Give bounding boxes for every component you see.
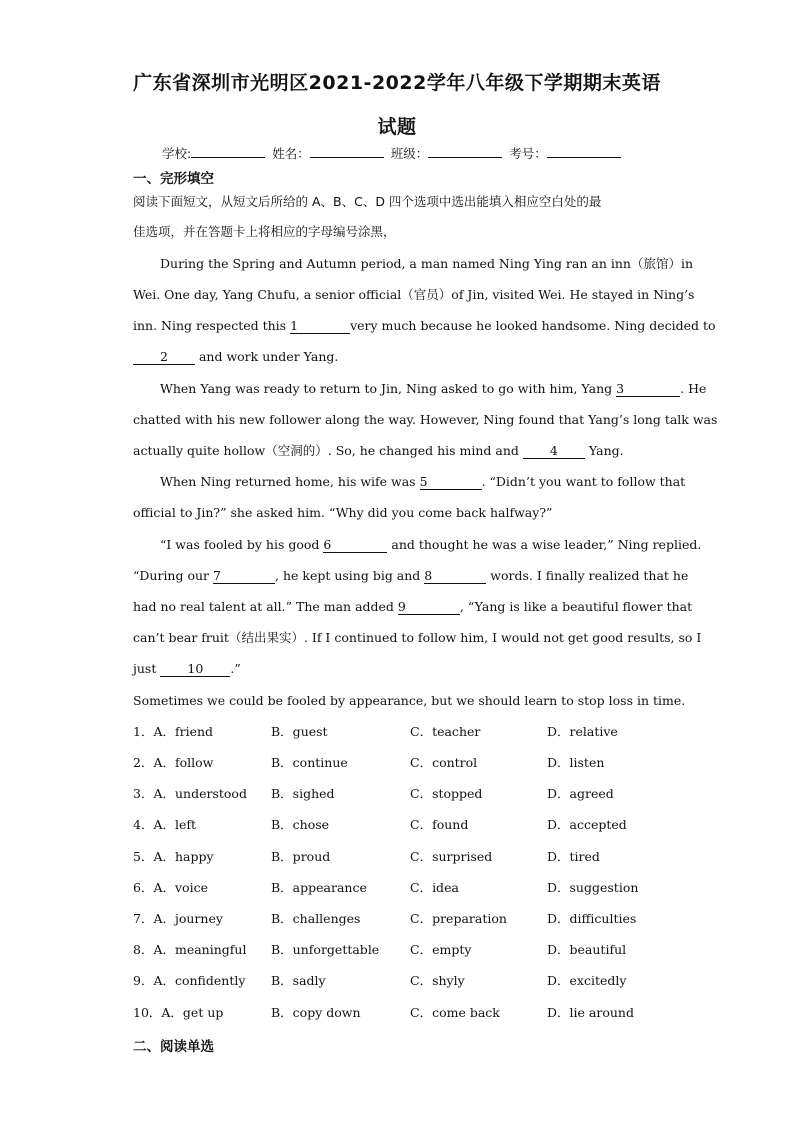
option-b: B．challenges: [271, 911, 361, 926]
blank-2: 2: [133, 350, 195, 365]
option-a: 9．A．confidently: [133, 973, 246, 988]
option-row-3: [133, 786, 693, 802]
option-b: B．appearance: [271, 880, 367, 895]
option-a: 2．A．follow: [133, 755, 214, 770]
name-blank: [310, 145, 384, 158]
option-d: D．suggestion: [547, 880, 639, 895]
student-info-row: [162, 144, 624, 162]
section-heading-reading: 二、阅读单选: [133, 1039, 214, 1055]
blank-6: 6: [323, 538, 387, 553]
option-b: B．unforgettable: [271, 942, 380, 957]
option-a: 6．A．voice: [133, 880, 208, 895]
option-c: C．stopped: [410, 786, 483, 801]
option-d: D．relative: [547, 724, 618, 739]
option-a: 5．A．happy: [133, 849, 214, 864]
option-row-7: [133, 911, 693, 927]
option-a: 10．A．get up: [133, 1005, 224, 1020]
exam-no-label: 考号：: [509, 146, 547, 161]
option-b: B．sadly: [271, 973, 326, 988]
blank-8: 8: [424, 569, 486, 584]
passage-line: “During our 7 , he kept using big and 8 words. I finally realized that he: [133, 568, 689, 583]
option-b: B．chose: [271, 817, 330, 832]
instruction-line: 佳选项，并在答题卡上将相应的字母编号涂黑，: [133, 224, 396, 239]
option-row-1: [133, 724, 693, 740]
option-a: 8．A．meaningful: [133, 942, 247, 957]
option-a: 4．A．left: [133, 817, 197, 832]
option-a: 3．A．understood: [133, 786, 247, 801]
passage-line: When Yang was ready to return to Jin, Ning asked to go with him, Yang 3 . He: [160, 381, 707, 396]
option-c: C．empty: [410, 942, 472, 957]
passage-line: actually quite hollow（空洞的）. So, he changed his mind and 4 Yang.: [133, 443, 624, 458]
class-label: 班级：: [390, 146, 429, 161]
school-label: 学校:: [162, 146, 192, 161]
option-row-8: [133, 942, 693, 958]
option-b: B．guest: [271, 724, 328, 739]
exam-no-blank: [547, 145, 621, 158]
blank-3: 3: [616, 382, 680, 397]
passage-line: “I was fooled by his good 6 and thought he was a wise leader,” Ning replied.: [160, 537, 702, 552]
option-row-6: [133, 880, 693, 896]
passage-moral: Sometimes we could be fooled by appearance, but we should learn to stop loss in time.: [133, 693, 686, 708]
passage-line: chatted with his new follower along the way. However, Ning found that Yang’s long talk was: [133, 412, 718, 427]
option-c: C．come back: [410, 1005, 500, 1020]
school-blank: [191, 145, 265, 158]
option-row-5: [133, 849, 693, 865]
instruction-line: 阅读下面短文，从短文后所给的 A、B、C、D 四个选项中选出能填入相应空白处的最: [133, 194, 602, 209]
passage-line: 2 and work under Yang.: [133, 349, 661, 365]
option-d: D．beautiful: [547, 942, 627, 957]
passage-line: During the Spring and Autumn period, a man named Ning Ying ran an inn（旅馆）in: [160, 256, 694, 271]
passage-line: can’t bear fruit（结出果实）. If I continued to follow him, I would not get good results, so I: [133, 630, 702, 645]
option-b: B．continue: [271, 755, 348, 770]
passage-line: had no real talent at all.” The man added 9 , “Yang is like a beautiful flower that: [133, 599, 693, 614]
option-b: B．sighed: [271, 786, 335, 801]
option-b: B．copy down: [271, 1005, 361, 1020]
page-title-line2: 试题: [377, 116, 417, 138]
page-title: 广东省深圳市光明区2021-2022学年八年级下学期期末英语: [133, 72, 661, 94]
option-d: D．excitedly: [547, 973, 627, 988]
passage-line: inn. Ning respected this 1 very much because he looked handsome. Ning decided to: [133, 318, 716, 333]
option-row-2: [133, 755, 693, 771]
blank-10: 10: [160, 662, 230, 677]
passage-line: official to Jin?” she asked him. “Why did you come back halfway?”: [133, 505, 553, 520]
blank-1: 1: [290, 319, 350, 334]
option-a: 7．A．journey: [133, 911, 223, 926]
passage-line: Wei. One day, Yang Chufu, a senior official（官员）of Jin, visited Wei. He stayed in Ning’s: [133, 287, 695, 302]
blank-5: 5: [420, 475, 482, 490]
blank-9: 9: [398, 600, 460, 615]
blank-7: 7: [213, 569, 275, 584]
option-a: 1．A．friend: [133, 724, 214, 739]
name-label: 姓名：: [272, 146, 310, 161]
option-row-4: [133, 817, 693, 833]
option-c: C．control: [410, 755, 478, 770]
blank-4: 4: [523, 444, 585, 459]
option-d: D．lie around: [547, 1005, 634, 1020]
option-d: D．difficulties: [547, 911, 637, 926]
option-row-10: [133, 1005, 693, 1021]
option-d: D．accepted: [547, 817, 627, 832]
option-b: B．proud: [271, 849, 331, 864]
section-heading-cloze: 一、完形填空: [133, 171, 214, 187]
passage-line: When Ning returned home, his wife was 5 . “Didn’t you want to follow that: [160, 474, 686, 489]
passage-line: just 10 .”: [133, 661, 241, 676]
option-c: C．teacher: [410, 724, 481, 739]
option-d: D．listen: [547, 755, 605, 770]
option-d: D．agreed: [547, 786, 614, 801]
option-d: D．tired: [547, 849, 600, 864]
class-blank: [428, 145, 502, 158]
option-c: C．surprised: [410, 849, 493, 864]
option-c: C．preparation: [410, 911, 507, 926]
option-c: C．found: [410, 817, 469, 832]
option-c: C．idea: [410, 880, 459, 895]
option-c: C．shyly: [410, 973, 465, 988]
option-row-9: [133, 973, 693, 989]
